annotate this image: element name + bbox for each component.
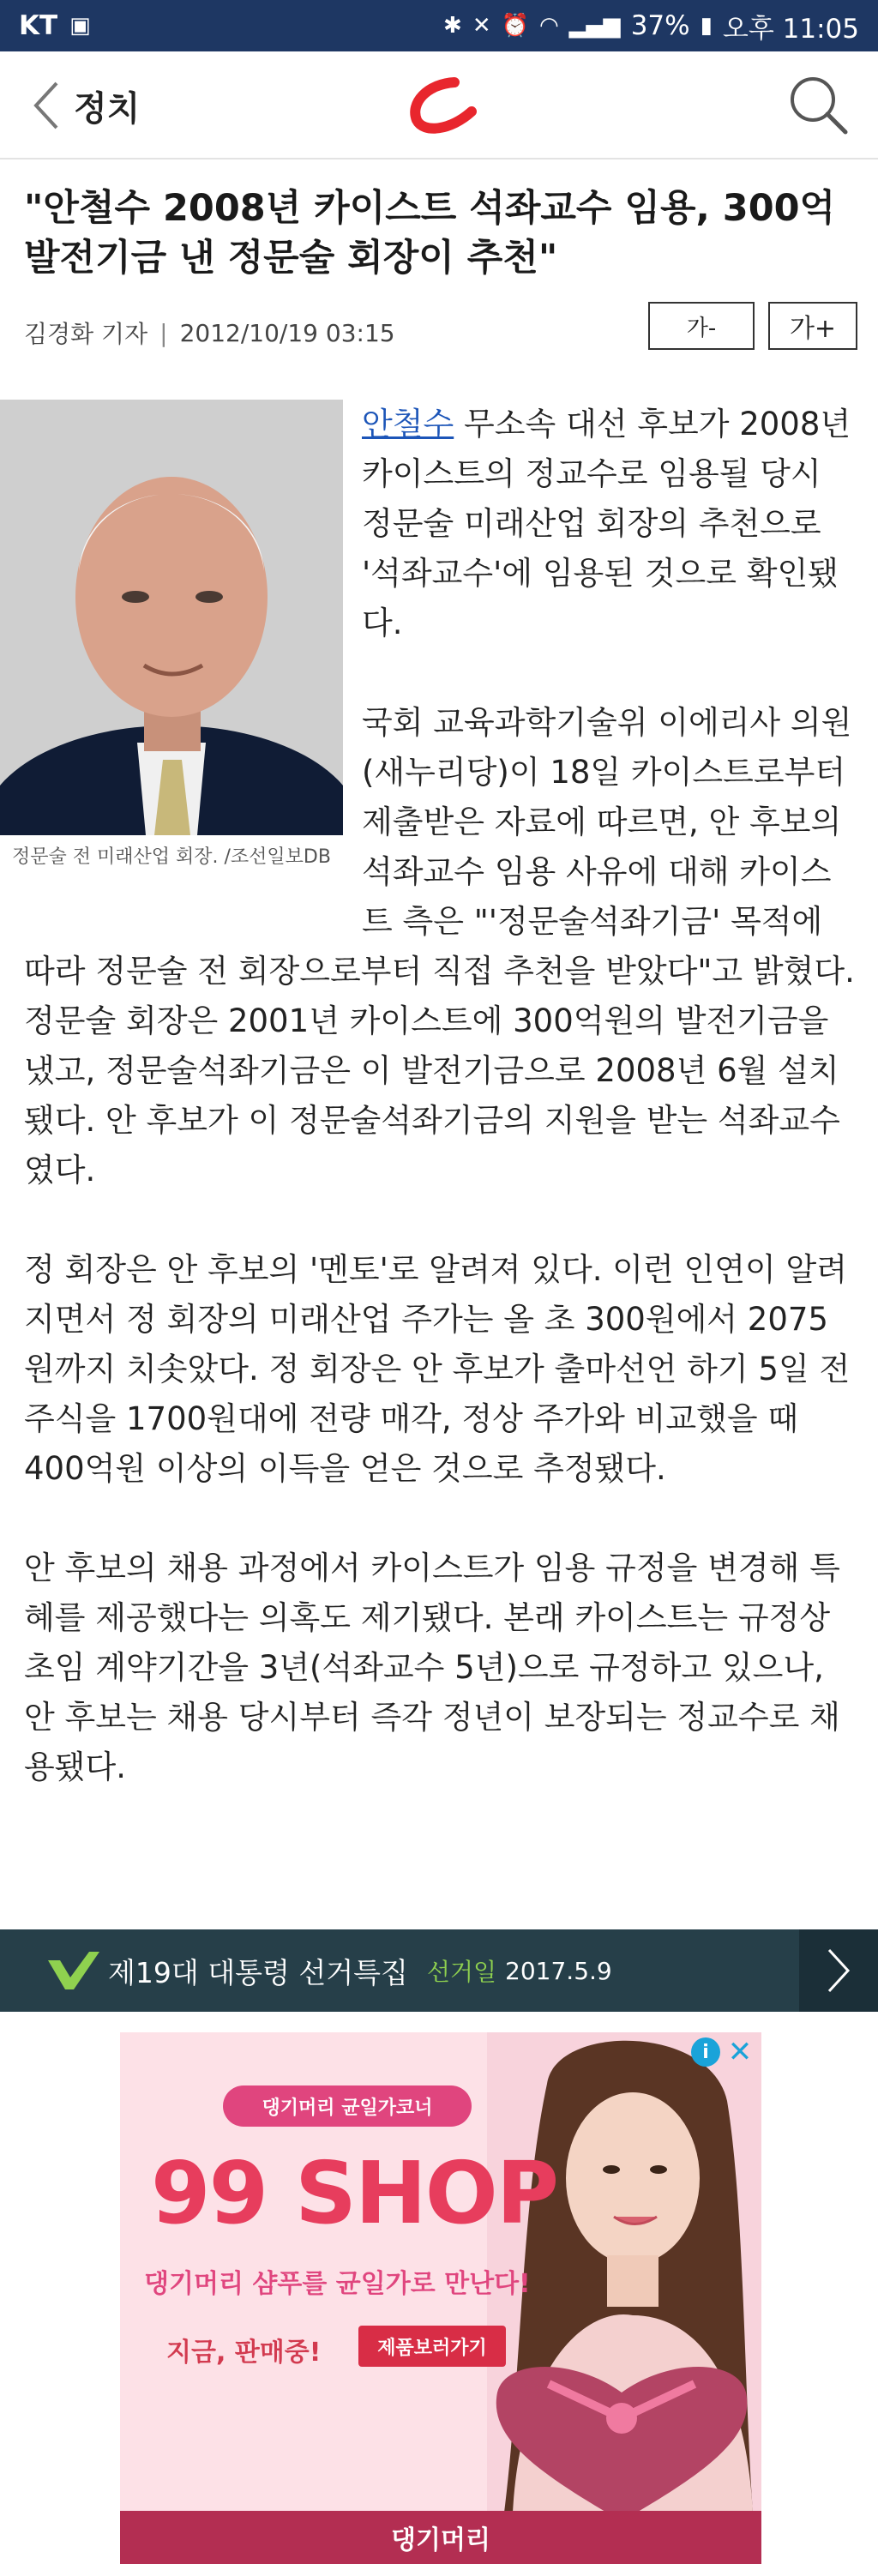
election-date: 2017.5.9 bbox=[505, 1956, 612, 1985]
ad-headline: 99 SHOP bbox=[151, 2143, 557, 2243]
status-bar bbox=[0, 0, 878, 51]
ad-cta-button[interactable]: 제품보러가기 bbox=[358, 2326, 506, 2367]
paragraph-2: 국회 교육과학기술위 이에리사 의원(새누리당)이 18일 카이스트로부터 제출받은 자료에 따르면, 안 후보의 석좌교수 임용 사유에 대해 카이스트 측은 "'정문술석좌기금' 목적에 따라 정문술 전 회장으로부터 직접 추천을 받았다"고 밝혔다. 정문술 회장은 2001년 카이스트에 300억원의 발전기금을 냈고, 정문술석좌기금은 이 발전기금으로 2008년 6월 설치됐다. 안 후보가 이 정문술석좌기금의 지원을 받는 석좌교수였다. bbox=[24, 704, 855, 1189]
chevron-right-icon bbox=[826, 1947, 851, 1995]
ad-close-icon[interactable]: ✕ bbox=[727, 2035, 753, 2069]
bluetooth-icon: ✱ bbox=[443, 13, 462, 39]
heart-gift-icon bbox=[480, 2358, 761, 2521]
check-icon bbox=[48, 1952, 99, 1989]
search-icon[interactable] bbox=[784, 70, 852, 139]
photo-spacer bbox=[24, 400, 362, 919]
font-size-controls bbox=[648, 302, 857, 350]
article-body bbox=[24, 400, 857, 1842]
special-next-button[interactable] bbox=[799, 1929, 878, 2012]
battery-level: 37% bbox=[630, 10, 690, 41]
mute-icon: ✕ bbox=[472, 13, 491, 39]
logo-icon[interactable] bbox=[401, 75, 478, 135]
ad-brand: 댕기머리 bbox=[120, 2511, 761, 2564]
battery-icon: ▮ bbox=[700, 13, 713, 39]
notification-icon: ▣ bbox=[69, 13, 91, 39]
alarm-icon: ⏰ bbox=[501, 13, 529, 39]
paragraph-1-text: 무소속 대선 후보가 2008년 카이스트의 정교수로 임용될 당시 정문술 미래산업 회장의 추천으로 '석좌교수'에 임용된 것으로 확인됐다. bbox=[362, 406, 851, 641]
meta-divider: | bbox=[159, 318, 168, 347]
clock: 오후 11:05 bbox=[722, 13, 859, 45]
author: 김경화 기자 bbox=[24, 320, 148, 348]
publish-date: 2012/10/19 03:15 bbox=[179, 318, 395, 347]
ad-slogan: 댕기머리 샴푸를 균일가로 만난다! bbox=[144, 2269, 531, 2299]
paragraph-3: 정 회장은 안 후보의 '멘토'로 알려져 있다. 이런 인연이 알려지면서 정 회장의 미래산업 주가는 올 초 300원에서 2075원까지 치솟았다. 정 회장은 안 후보가 출마선언 하기 5일 전 주식을 1700원대에 전량 매각, 정상 주가와 비교했을 때 400억원 이상의 이득을 얻은 것으로 추정됐다. bbox=[24, 1251, 851, 1487]
article-meta bbox=[24, 316, 395, 350]
advertisement[interactable] bbox=[120, 2032, 761, 2564]
ad-badge: 댕기머리 균일가코너 bbox=[223, 2085, 472, 2127]
paragraph-4: 안 후보의 채용 과정에서 카이스트가 임용 규정을 변경해 특혜를 제공했다는 의혹도 제기됐다. 본래 카이스트는 규정상 초임 계약기간을 3년(석좌교수 5년)으로 규정하고 있으나, 안 후보는 채용 당시부터 즉각 정년이 보장되는 정교수로 채용됐다. bbox=[24, 1550, 840, 1785]
font-decrease-button[interactable]: 가- bbox=[648, 302, 755, 350]
carrier-label: KT bbox=[19, 10, 58, 41]
section-title: 정치 bbox=[74, 88, 141, 129]
ad-info-icon[interactable]: i bbox=[691, 2037, 720, 2067]
article-headline: "안철수 2008년 카이스트 석좌교수 임용, 300억 발전기금 낸 정문술 회장이 추천" bbox=[24, 187, 836, 280]
chevron-left-icon bbox=[31, 80, 60, 131]
person-link[interactable]: 안철수 bbox=[362, 406, 454, 442]
special-title: 제19대 대통령 선거특집 bbox=[108, 1955, 408, 1989]
app-header bbox=[0, 51, 878, 159]
election-day-label: 선거일 bbox=[426, 1958, 497, 1986]
signal-icon: ▂▄▆ bbox=[568, 13, 621, 39]
wifi-icon: ◠ bbox=[539, 13, 559, 39]
font-increase-button[interactable]: 가+ bbox=[768, 302, 857, 350]
ad-now-selling: 지금, 판매중! bbox=[166, 2338, 322, 2368]
back-button[interactable] bbox=[31, 77, 159, 134]
photo-caption: 정문술 전 미래산업 회장. /조선일보DB bbox=[12, 846, 331, 868]
election-special-banner[interactable] bbox=[0, 1929, 878, 2012]
